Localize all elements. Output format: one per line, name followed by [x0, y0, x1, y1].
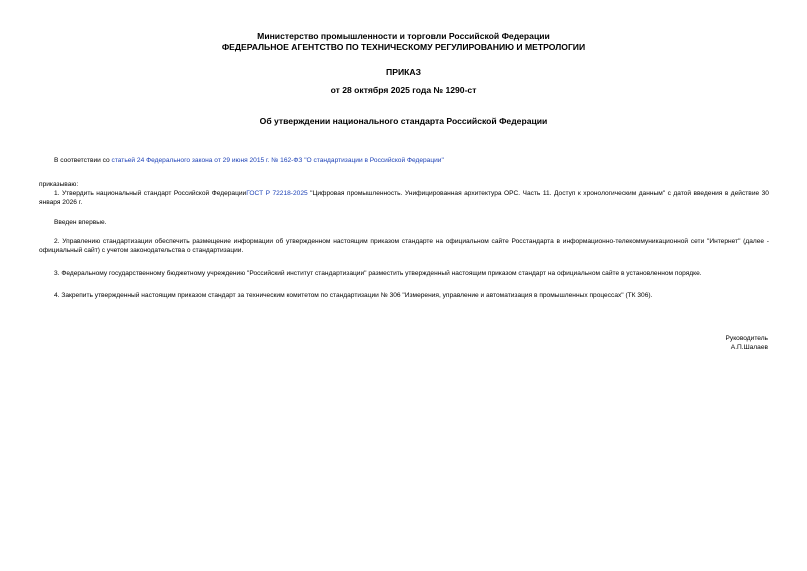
item-1-paragraph: [39, 189, 769, 207]
document-subject: Об утверждении национального стандарта Российской Федерации: [259, 116, 548, 126]
item-4-paragraph: 4. Закрепить утвержденный настоящим приказом стандарт за техническим комитетом по стандартизации № 306 "Измерения, управление и автоматизация в промышленных процессах" (ТК 306).: [54, 292, 653, 299]
item-1-prefix: 1. Утвердить национальный стандарт Российской Федерации: [54, 190, 247, 197]
item-1-suffix: "Цифровая промышленность. Унифицированная архитектура ОРС. Часть 11. Доступ к хронологическим данным" с датой введения в действие 30 января 2026 г.: [39, 190, 769, 206]
introduced-first-note: Введен впервые.: [54, 219, 107, 226]
document-date-number: от 28 октября 2025 года № 1290-ст: [330, 85, 477, 95]
item-2-paragraph: 2. Управлению стандартизации обеспечить размещение информации об утвержденном настоящим приказом стандарте на официальном сайте Росстандарта в информационно-телекоммуникационной сети "Интернет" (далее - официальный сайт) с учетом законодательства о стандартизации.: [39, 238, 769, 254]
signer-name: А.П.Шалаев: [730, 344, 768, 351]
ministry-name: Министерство промышленности и торговли Российской Федерации: [257, 31, 550, 41]
document-type: ПРИКАЗ: [386, 67, 421, 77]
item-3-paragraph: 3. Федеральному государственному бюджетному учреждению "Российский институт стандартизации" разместить утвержденный настоящим приказом стандарт на официальном сайте в установленном порядке.: [54, 270, 702, 277]
law-article-link[interactable]: статьей 24 Федерального закона от 29 июня 2015 г. № 162-ФЗ "О стандартизации в Российской Федерации": [111, 157, 444, 164]
agency-name: ФЕДЕРАЛЬНОЕ АГЕНТСТВО ПО ТЕХНИЧЕСКОМУ РЕГУЛИРОВАНИЮ И МЕТРОЛОГИИ: [221, 42, 586, 52]
order-word: приказываю:: [39, 181, 79, 188]
gost-standard-link[interactable]: ГОСТ Р 72218-2025: [246, 190, 308, 197]
intro-prefix: В соответствии со: [54, 157, 112, 164]
signer-title: Руководитель: [725, 335, 768, 342]
intro-paragraph: [54, 156, 444, 165]
